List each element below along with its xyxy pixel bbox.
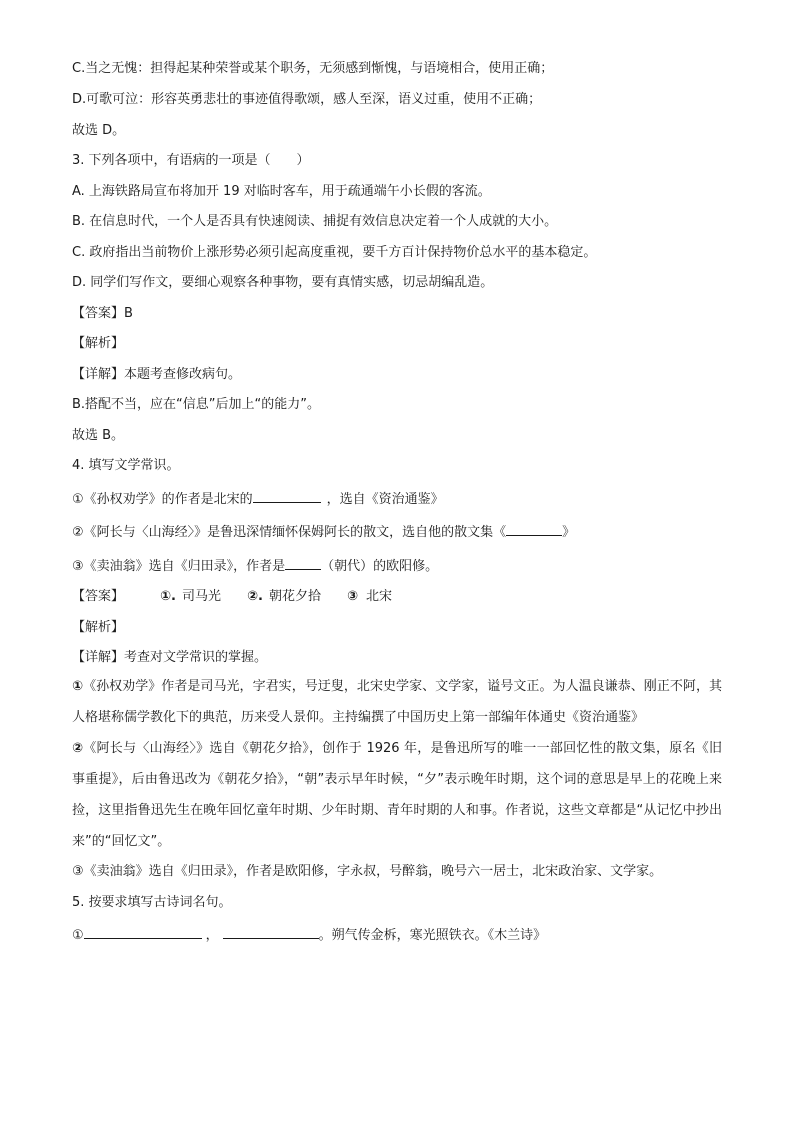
q4-answer <box>72 588 722 606</box>
q4-item-1 <box>72 488 722 509</box>
q4-item-2-pre: ②《阿长与〈山海经〉》是鲁迅深情缅怀保姆阿长的散文，选自他的散文集《 <box>72 525 507 540</box>
detail-tag: 【详解】 <box>72 366 125 382</box>
option-d-explanation: D.可歌可泣：形容英勇悲壮的事迹值得歌颂，感人至深，语义过重，使用不正确； <box>72 91 542 107</box>
option-c-explanation: C.当之无愧：担得起某种荣誉或某个职务，无须感到惭愧，与语境相合，使用正确； <box>72 61 554 76</box>
fill-blank[interactable] <box>84 924 202 939</box>
q3-answer <box>72 305 722 323</box>
fill-blank[interactable] <box>285 555 321 570</box>
q3-final-choice: 故选 B。 <box>72 427 125 443</box>
answer-value-3: 北宋 <box>365 589 392 604</box>
q3-option-c: C. 政府指出当前物价上涨形势必须引起高度重视，要千方百计保持物价总水平的基本稳定。 <box>72 244 597 260</box>
paragraph-text: 《孙权劝学》作者是司马光，字君实，号迂叟，北宋史学家、文学家，谥号文正。为人温良谦恭、刚正不阿，其人格堪称儒学教化下的典范，历来受人景仰。主持编撰了中国历史上第一部编年体通史《资治通鉴》 <box>72 679 722 725</box>
q5-item-1-post: 。朔气传金柝，寒光照铁衣。《木兰诗》 <box>318 928 547 943</box>
q5-item-1-pre: ① <box>72 928 84 943</box>
q4-analysis-tag: 【解析】 <box>72 619 125 635</box>
q3-stem: 3. 下列各项中，有语病的一项是（ ） <box>72 153 310 168</box>
q3-option-a: A. 上海铁路局宣布将加开 19 对临时客车，用于疏通端午小长假的客流。 <box>72 183 491 199</box>
q4-item-3 <box>72 555 722 576</box>
detail-text: 考查对文学常识的掌握。 <box>124 650 268 665</box>
q4-item-1-pre: ①《孙权劝学》的作者是北宋的 <box>72 491 253 507</box>
fill-blank[interactable] <box>506 521 562 536</box>
answer-tag: 【答案】 <box>72 589 125 604</box>
q3-analysis-tag: 【解析】 <box>72 336 125 351</box>
document-page <box>72 60 722 958</box>
detail-text: 本题考查修改病句。 <box>124 366 242 382</box>
q2-final-choice: 故选 D。 <box>72 122 126 138</box>
answer-number-3: ③ <box>346 589 358 604</box>
circled-number: ① <box>72 679 84 694</box>
q4-item-3-pre: ③《卖油翁》选自《归田录》，作者是 <box>72 558 286 574</box>
q4-explanation-2 <box>72 733 722 857</box>
answer-value: B <box>124 305 133 321</box>
q3-detail <box>72 366 722 384</box>
q4-item-2-post: 》 <box>562 525 576 540</box>
fill-blank[interactable] <box>253 488 321 503</box>
q3-detail-b: B.搭配不当，应在“信息”后加上“的能力”。 <box>72 397 320 412</box>
fill-blank[interactable] <box>223 924 319 939</box>
q4-item-1-post: ，选自《资治通鉴》 <box>326 491 444 507</box>
q4-explanation-1 <box>72 671 722 733</box>
answer-number-2: ②. <box>246 589 263 604</box>
answer-number-1: ①. <box>160 589 176 604</box>
q5-item-1 <box>72 924 722 945</box>
detail-tag: 【详解】 <box>72 650 125 665</box>
q4-detail <box>72 649 722 667</box>
q4-item-3-post: （朝代）的欧阳修。 <box>321 558 439 574</box>
q3-option-d: D. 同学们写作文，要细心观察各种事物，要有真情实感，切忌胡编乱造。 <box>72 275 494 290</box>
answer-tag: 【答案】 <box>72 305 125 321</box>
paragraph-text: 《阿长与〈山海经〉》选自《朝花夕拾》，创作于 1926 年，是鲁迅所写的唯一一部回忆性的散文集，原名《旧事重提》，后由鲁迅改为《朝花夕拾》，“朝”表示早年时候，“夕”表示晚年时期，这个词的意思是早上的花晚上来捡，这里指鲁迅先生在晚年回忆童年时期、少年时期、青年时期的人和事。作者说，这些文章都是“从记忆中抄出来”的“回忆文”。 <box>72 741 722 849</box>
q3-option-b: B. 在信息时代，一个人是否具有快速阅读、捕捉有效信息决定着一个人成就的大小。 <box>72 214 558 229</box>
q5-stem: 5. 按要求填写古诗词名句。 <box>72 894 232 910</box>
answer-value-2: 朝花夕拾 <box>268 589 321 604</box>
q4-stem: 4. 填写文学常识。 <box>72 458 180 473</box>
q4-explanation-3: ③《卖油翁》选自《归田录》，作者是欧阳修，字永叔，号醉翁，晚号六一居士，北宋政治家、文学家。 <box>72 864 663 879</box>
q4-item-2 <box>72 521 722 542</box>
q5-item-1-sep: ， <box>205 928 219 943</box>
circled-number: ② <box>72 741 84 756</box>
answer-value-1: 司马光 <box>181 589 221 604</box>
